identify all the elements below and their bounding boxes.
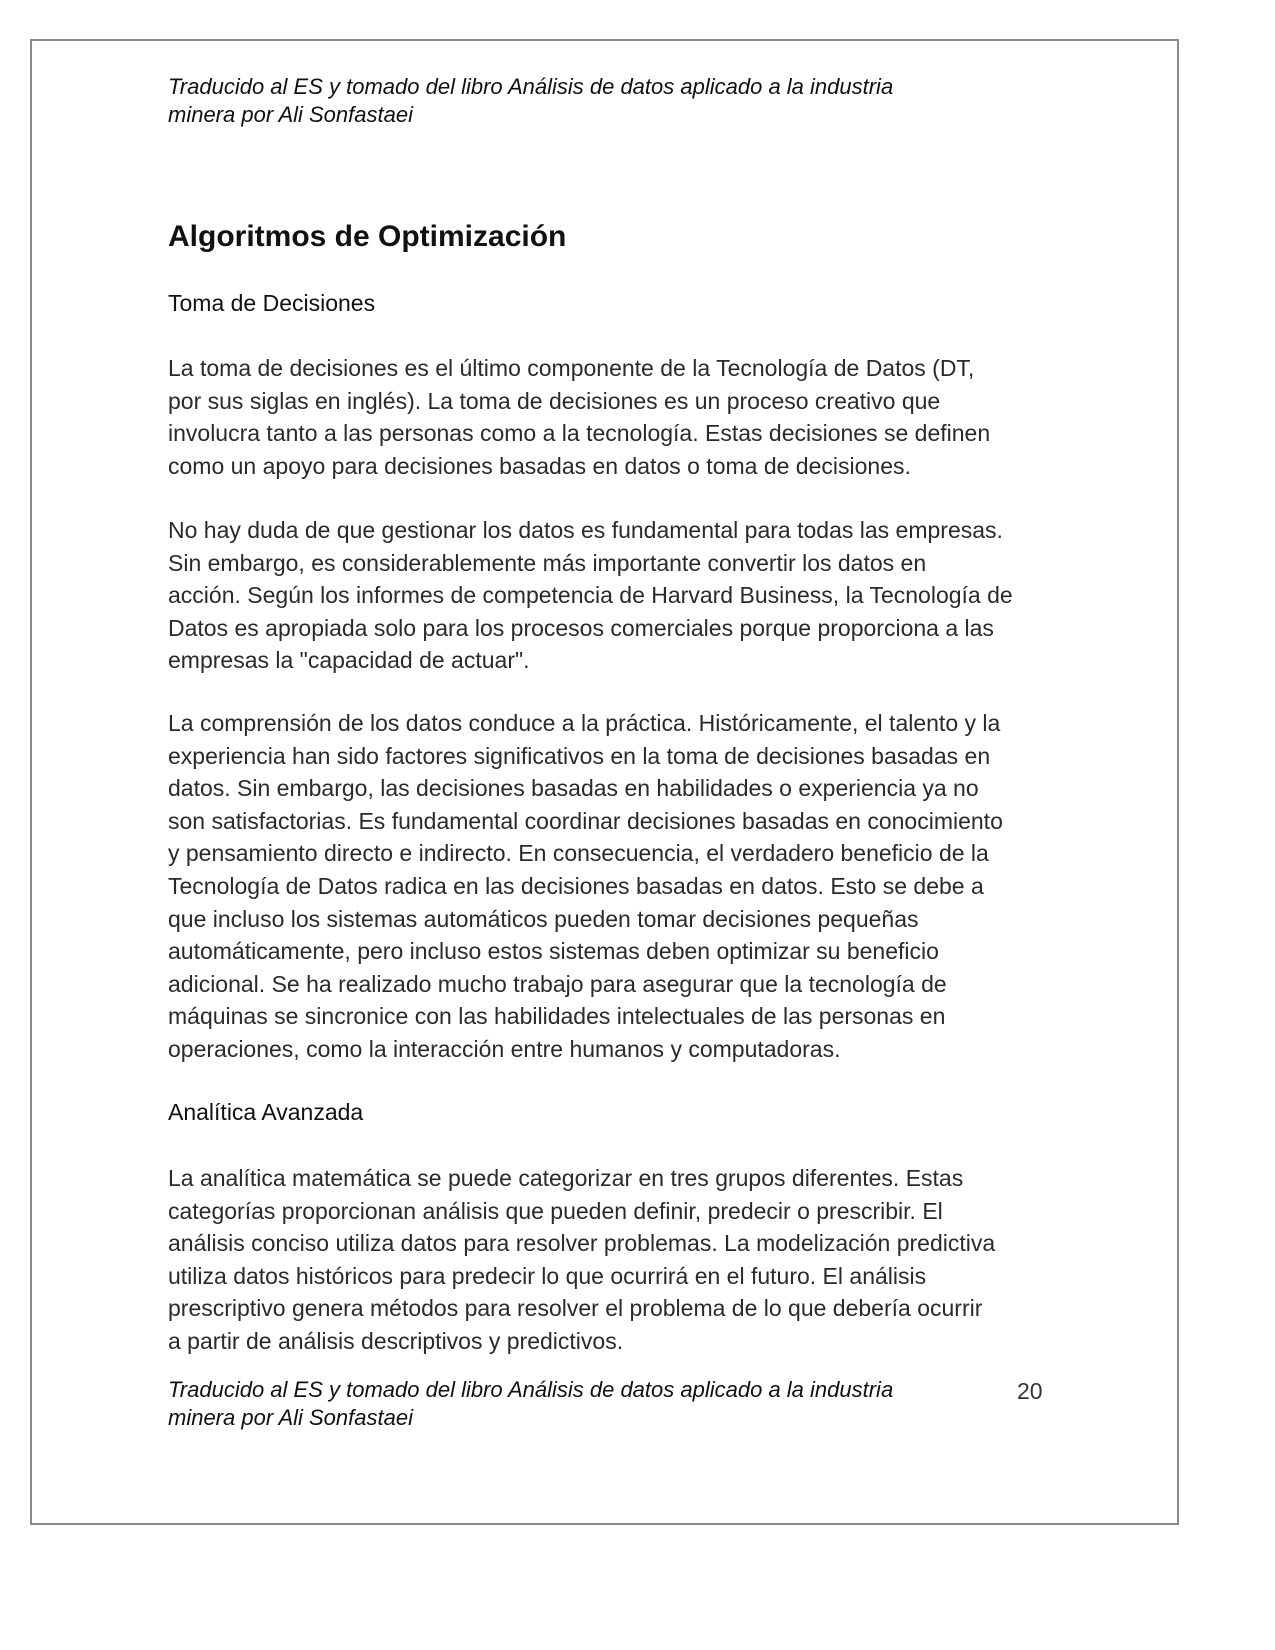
page-footer [168, 1376, 893, 1432]
paragraph-line: empresas la "capacidad de actuar". [168, 647, 530, 674]
footer-line: minera por Ali Sonfastaei [168, 1405, 413, 1430]
paragraph [168, 1162, 995, 1358]
page-title: Algoritmos de Optimización [168, 220, 567, 253]
paragraph [168, 707, 1003, 1066]
paragraph-line: son satisfactorias. Es fundamental coordinar decisiones basadas en conocimiento [168, 807, 1003, 834]
paragraph-line: categorías proporcionan análisis que pueden definir, predecir o prescribir. El [168, 1197, 943, 1224]
section-heading: Toma de Decisiones [168, 290, 376, 316]
paragraph-line: por sus siglas en inglés). La toma de decisiones es un proceso creativo que [168, 387, 941, 414]
paragraph-line: acción. Según los informes de competencia de Harvard Business, la Tecnología de [168, 582, 1013, 609]
paragraph-line: adicional. Se ha realizado mucho trabajo para asegurar que la tecnología de [168, 970, 947, 997]
paragraph-line: La analítica matemática se puede categorizar en tres grupos diferentes. Estas [168, 1165, 964, 1191]
paragraph-line: experiencia han sido factores significativos en la toma de decisiones basadas en [168, 742, 991, 769]
paragraph-line: máquinas se sincronice con las habilidades intelectuales de las personas en [168, 1003, 946, 1030]
paragraph [168, 514, 1013, 677]
paragraph-line: a partir de análisis descriptivos y predictivos. [168, 1327, 624, 1354]
paragraph-line: prescriptivo genera métodos para resolver el problema de lo que debería ocurrir [168, 1295, 983, 1322]
paragraph-line: operaciones, como la interacción entre humanos y computadoras. [168, 1035, 841, 1062]
paragraph-line: que incluso los sistemas automáticos pueden tomar decisiones pequeñas [168, 905, 919, 932]
paragraph-line: automáticamente, pero incluso estos sistemas deben optimizar su beneficio [168, 938, 939, 965]
footer-line: Traducido al ES y tomado del libro Análisis de datos aplicado a la industria [168, 1377, 894, 1402]
paragraph-line: No hay duda de que gestionar los datos es fundamental para todas las empresas. [168, 517, 1003, 543]
paragraph-line: Tecnología de Datos radica en las decisiones basadas en datos. Esto se debe a [168, 872, 984, 899]
header-line: Traducido al ES y tomado del libro Análisis de datos aplicado a la industria [168, 74, 894, 99]
paragraph-line: y pensamiento directo e indirecto. En consecuencia, el verdadero beneficio de la [168, 840, 989, 867]
header-line: minera por Ali Sonfastaei [168, 102, 413, 127]
paragraph-line: datos. Sin embargo, las decisiones basadas en habilidades o experiencia ya no [168, 775, 979, 802]
section-heading: Analítica Avanzada [168, 1099, 364, 1125]
page-header [168, 73, 893, 129]
paragraph-line: involucra tanto a las personas como a la tecnología. Estas decisiones se definen [168, 420, 991, 447]
paragraph-line: análisis conciso utiliza datos para resolver problemas. La modelización predictiva [168, 1230, 996, 1257]
paragraph-line: utiliza datos históricos para predecir lo que ocurrirá en el futuro. El análisis [168, 1262, 927, 1289]
paragraph-line: Datos es apropiada solo para los procesos comerciales porque proporciona a las [168, 614, 994, 641]
page-number: 20 [1017, 1378, 1043, 1404]
paragraph [168, 352, 990, 482]
paragraph-line: Sin embargo, es considerablemente más importante convertir los datos en [168, 549, 927, 576]
paragraph-line: La toma de decisiones es el último componente de la Tecnología de Datos (DT, [168, 355, 975, 381]
paragraph-line: como un apoyo para decisiones basadas en datos o toma de decisiones. [168, 452, 911, 479]
paragraph-line: La comprensión de los datos conduce a la práctica. Históricamente, el talento y la [168, 710, 1001, 736]
